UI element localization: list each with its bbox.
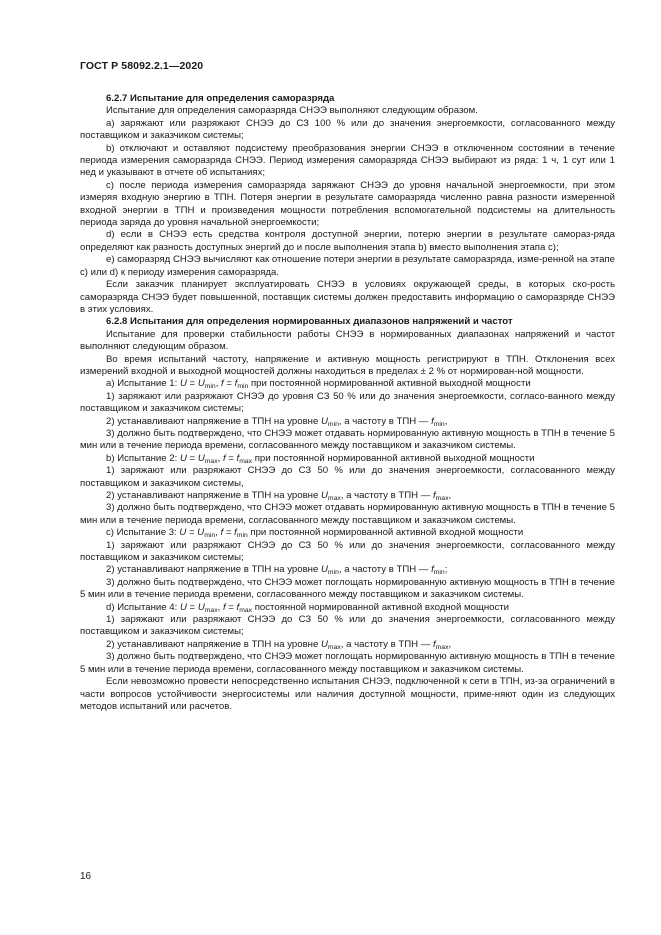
list-item: е) саморазряд СНЭЭ вычисляют как отношение потери энергии в результате саморазряда, изме-ренной на этапе с) или d) к периоду измерения саморазряда.: [80, 254, 615, 278]
paragraph: Если невозможно провести непосредственно испытания СНЭЭ, подключенной к сети в ТПН, из-за ограничений в части вопросов устойчивости энергосистемы или наличия доступной мощности, приме-няют один из следующих методов испытаний или расчетов.: [80, 676, 615, 712]
test-heading: d) Испытание 4: $U = U_{max}$, $f = f_{max}$ постоянной нормированной активной входной мощности: [106, 601, 510, 614]
paragraph: Испытание для определения саморазряда СНЭЭ выполняют следующим образом.: [106, 105, 478, 117]
list-item: 3) должно быть подтверждено, что СНЭЭ может отдавать нормированную активную мощность в ТПН в течение 5 мин или в течение периода времени, согласованного между поставщиком и заказчиком системы.: [80, 427, 615, 452]
paragraph: Во время испытаний частоту, напряжение и активную мощность регистрируют в ТПН. Отклонения всех измерений входной и выходной мощностей должны находиться в пределах ± 2 % от нормирован-ной мощности.: [80, 353, 615, 377]
list-item: 1) заряжают или разряжают СНЭЭ до СЗ 50 % или до значения энергоемкости, согласованного между поставщиком и заказчиком системы,: [80, 465, 615, 489]
list-item: b) отключают и оставляют подсистему преобразования энергии СНЭЭ в отключенном состоянии в течение периода измерения саморазряда СНЭЭ. Период измерения саморазряда СНЭЭ выбирают из ряда: 1 ч, 1 сут или 1 нед и указывают в отчете об испытаниях;: [80, 142, 615, 179]
list-item: 1) заряжают или разряжают СНЭЭ до СЗ 50 % или до значения энергоемкости, согласованного между поставщиком и заказчиком системы;: [80, 614, 615, 638]
page-number: 16: [80, 871, 92, 882]
paragraph: Испытание для проверки стабильности работы СНЭЭ в нормированных диапазонах напряжений и частот выполняют следующим образом.: [80, 328, 615, 353]
test-heading: а) Испытание 1: $U = U_{min}$, $f = f_{min}$ при постоянной нормированной активной выходной мощности: [106, 378, 531, 391]
list-item: 2) устанавливают напряжение в ТПН на уровне $U_{min}$, а частоту в ТПН — $f_{min}$;: [106, 564, 448, 577]
section-heading-628: 6.2.8 Испытания для определения нормированных диапазонов напряжений и частот: [106, 316, 513, 328]
list-item: 2) устанавливают напряжение в ТПН на уровне $U_{min}$, а частоту в ТПН — $f_{min}$,: [106, 415, 448, 428]
list-item: 3) должно быть подтверждено, что СНЭЭ может поглощать нормированную активную мощность в ТПН в течение 5 мин или в течение периода времени, согласованного между поставщиком и заказчиком системы.: [80, 576, 615, 601]
document-body: [80, 93, 615, 713]
list-item: 1) заряжают или разряжают СНЭЭ до СЗ 50 % или до значения энергоемкости, согласованного между поставщиком и заказчиком системы;: [80, 539, 615, 564]
list-item: с) после периода измерения саморазряда заряжают СНЭЭ до уровня начальной энергоемкости, при этом измеряя входную энергию в ТПН. Потеря энергии в результате саморазряда численно равна разности измеренной входной энергии в ТПН и произведения мощности потребления вспомогательной подсистемы на длительность периода заряда до уровня начальной энергоемкости;: [80, 179, 615, 229]
list-item: 2) устанавливают напряжение в ТПН на уровне $U_{max}$, а частоту в ТПН — $f_{max}$,: [106, 638, 452, 651]
section-heading-627: 6.2.7 Испытание для определения саморазряда: [106, 93, 335, 104]
list-item: 2) устанавливают напряжение в ТПН на уровне $U_{max}$, а частоту в ТПН — $f_{max}$,: [106, 490, 452, 502]
test-heading: b) Испытание 2: $U = U_{max}$, $f = f_{max}$ при постоянной нормированной активной выходной мощности: [106, 452, 535, 465]
paragraph: Если заказчик планирует эксплуатировать СНЭЭ в условиях окружающей среды, в которых ско-рость саморазряда СНЭЭ будет повышенной, поставщик системы должен предоставить информацию о саморазряде СНЭЭ в этих условиях.: [80, 279, 615, 315]
test-heading: с) Испытание 3: $U = U_{min}$, $f = f_{min}$ при постоянной нормированной активной входной мощности: [106, 527, 524, 540]
list-item: d) если в СНЭЭ есть средства контроля доступной энергии, потерю энергии в результате самораз-ряда определяют как разность доступных энергий до и после выполнения этапа b) вместо выполнения этапа с);: [80, 229, 615, 253]
list-item: а) заряжают или разряжают СНЭЭ до СЗ 100 % или до значения энергоемкости, согласованного между поставщиком и заказчиком системы;: [80, 117, 615, 142]
document-header: ГОСТ Р 58092.2.1—2020: [80, 60, 204, 72]
list-item: 1) заряжают или разряжают СНЭЭ до уровня СЗ 50 % или до значения энергоемкости, согласо-ванного между поставщиком и заказчиком системы;: [80, 390, 615, 415]
list-item: 3) должно быть подтверждено, что СНЭЭ может отдавать нормированную активную мощность в ТПН в течение 5 мин или в течение периода времени, согласованного между поставщиком и заказчиком системы.: [80, 502, 615, 526]
list-item: 3) должно быть подтверждено, что СНЭЭ может поглощать нормированную активную мощность в ТПН в течение 5 мин или в течение периода времени, согласованного между поставщиком и заказчиком системы.: [80, 651, 615, 675]
